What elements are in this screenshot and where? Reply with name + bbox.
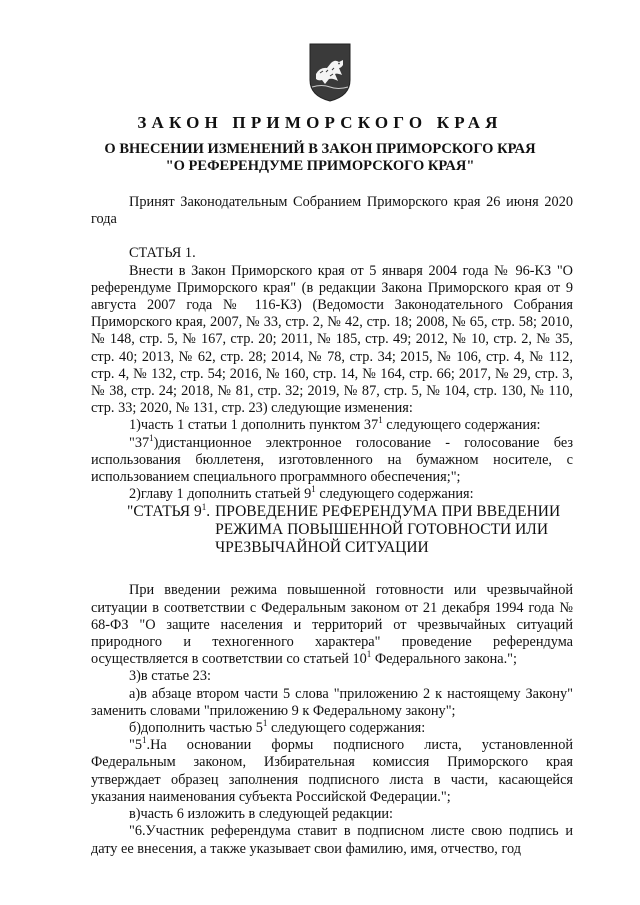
item-2: 2)главу 1 дополнить статьей $9^1$ следующего содержания: bbox=[129, 484, 474, 503]
item-3c: в)часть 6 изложить в следующей редакции: bbox=[129, 806, 393, 823]
item-1: 1)часть 1 статьи 1 дополнить пунктом $37^1$ следующего содержания: bbox=[129, 415, 541, 434]
intro-paragraph: Внести в Закон Приморского края от 5 января 2004 года № 96-КЗ "О референдуме Приморского края" (в редакции Закона Приморского края от 9 августа 2007 года № 116-КЗ) (Ведомости Законодательного Собрания Приморского края, 2007, № 33, стр. 2, № 42, стр. 18; 2008, № 65, стр. 58; 2010, № 148, стр. 5, № 167, стр. 20; 2011, № 185, стр. 49; 2012, № 10, стр. 2, № 35, стр. 40; 2013, № 62, стр. 28; 2014, № 78, стр. 34; 2015, № 106, стр. 4, № 112, стр. 4, № 132, стр. 54; 2016, № 160, стр. 14, № 164, стр. 66; 2017, № 29, стр. 3, № 38, стр. 24; 2018, № 81, стр. 32; 2019, № 87, стр. 5, № 104, стр. 130, № 110, стр. 33; 2020, № 131, стр. 23) следующие изменения: bbox=[91, 262, 573, 417]
item-3b-quote: "$5^1.На$ основании формы подписного листа, установленной Федеральным законом, Избирательная комиссия Приморского края утверждает образец заполнения подписного листа в части, касающейся указания наименования субъекта Российской Федерации."; bbox=[91, 735, 573, 805]
item-3c-quote: "6.Участник референдума ставит в подписном листе свою подпись и дату ее внесения, а также указывает свои фамилию, имя, отчество, год bbox=[91, 823, 573, 857]
item-1-quote: "$37^1)дистанционное$ электронное голосование - голосование без использования бюллетеня, изготовленного на бумажном носителе, с использованием специального программного обеспечения;"; bbox=[91, 432, 573, 486]
subtitle-line-1: О ВНЕСЕНИИ ИЗМЕНЕНИЙ В ЗАКОН ПРИМОРСКОГО КРАЯ bbox=[104, 141, 536, 157]
item-3a: а)в абзаце втором части 5 слова "приложению 2 к настоящему Закону" заменить словами "приложению 9 к Федеральному закону"; bbox=[91, 685, 573, 719]
item-3: 3)в статье 23: bbox=[129, 668, 211, 685]
law-title: ЗАКОН ПРИМОРСКОГО КРАЯ bbox=[137, 113, 503, 132]
law-subtitle bbox=[60, 141, 580, 175]
law-body bbox=[91, 194, 573, 858]
article-9-1-title: ПРОВЕДЕНИЕ РЕФЕРЕНДУМА ПРИ ВВЕДЕНИИ РЕЖИМА ПОВЫШЕННОЙ ГОТОВНОСТИ ИЛИ ЧРЕЗВЫЧАЙНОЙ СИТУАЦИИ bbox=[215, 503, 561, 557]
item-3b: б)дополнить частью $5^1$ следующего содержания: bbox=[129, 718, 426, 737]
article-9-1-heading bbox=[91, 503, 573, 557]
article-1-heading: СТАТЬЯ 1. bbox=[129, 245, 196, 262]
article-9-1-label: "СТАТЬЯ $9^1$. bbox=[127, 502, 211, 521]
primorye-coat-of-arms-icon bbox=[308, 40, 352, 102]
subtitle-line-2: "О РЕФЕРЕНДУМЕ ПРИМОРСКОГО КРАЯ" bbox=[165, 158, 475, 174]
adoption-note: Принят Законодательным Собранием Приморского края 26 июня 2020 года bbox=[91, 194, 573, 228]
article-9-1-text: При введении режима повышенной готовности или чрезвычайной ситуации в соответствии с Федеральным законом от 21 декабря 1994 года № 68-ФЗ "О защите населения и территорий от чрезвычайных ситуаций природного и техногенного характера" проведение референдума осуществляется в соответствии со статьей $10^1$ Федерального закона."; bbox=[91, 582, 573, 668]
